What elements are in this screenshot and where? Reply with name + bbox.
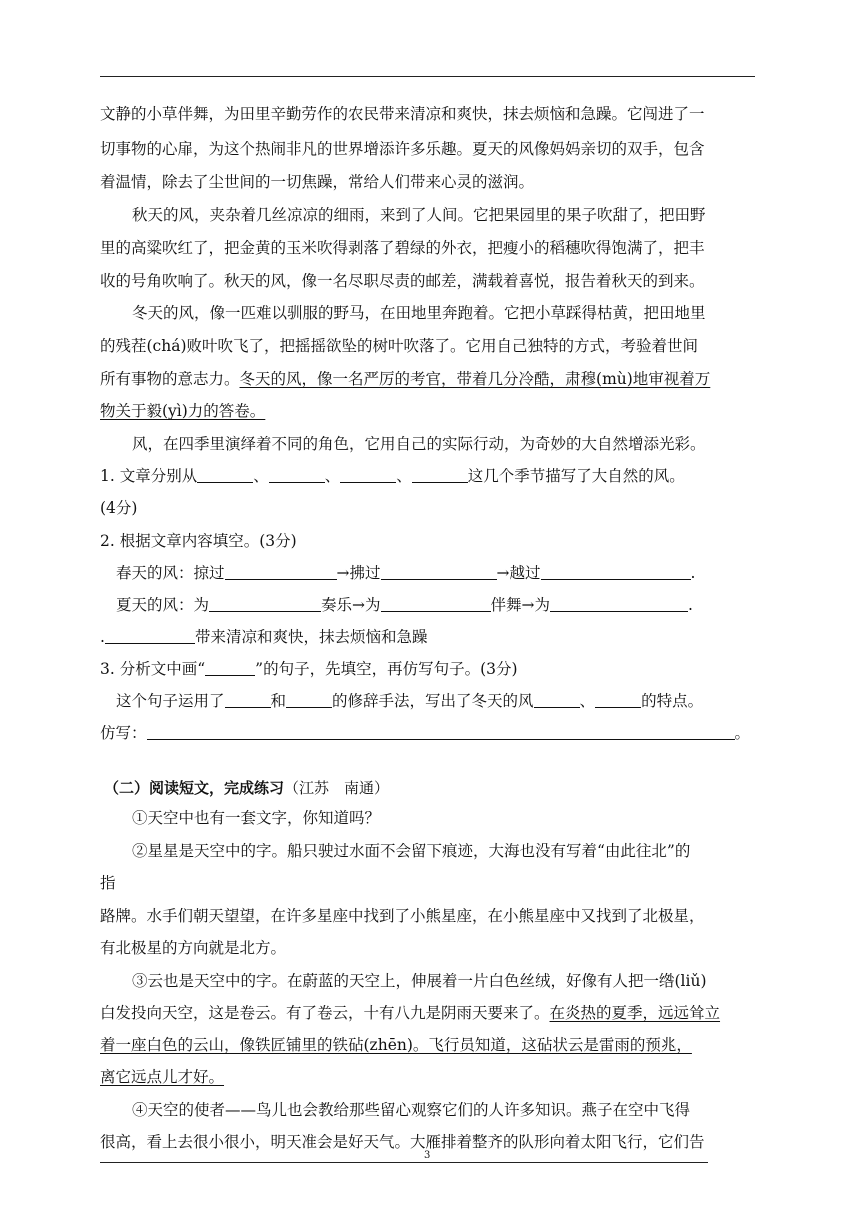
spring-fill-line — [116, 563, 695, 583]
separator: 、 — [253, 467, 269, 485]
text-line — [100, 1003, 720, 1023]
answer-blank[interactable] — [412, 467, 468, 483]
question-2-title: 2. 根据文章内容填空。(3分) — [100, 532, 297, 550]
summer-fill-line — [116, 595, 693, 615]
answer-blank[interactable] — [381, 596, 491, 612]
text-line: 的残茬(chá)败叶吹飞了，把摇摇欲坠的树叶吹落了。它用自己独特的方式，考验着世间 — [100, 337, 699, 355]
text-line: ④天空的使者——鸟儿也会教给那些留心观察它们的人许多知识。燕子在空中飞得 — [132, 1101, 691, 1119]
label: 的特点。 — [641, 692, 704, 710]
text-line: 着温情，除去了尘世间的一切焦躁，常给人们带来心灵的滋润。 — [100, 173, 535, 191]
underlined-sentence: 物关于毅(yì)力的答卷。 — [100, 402, 266, 420]
answer-blank[interactable] — [225, 564, 337, 580]
label: 。 — [734, 724, 751, 742]
label: ”的句子，先填空，再仿写句子。(3分) — [255, 660, 518, 678]
text-line: 冬天的风，像一匹难以驯服的野马，在田地里奔跑着。它把小草踩得枯黄，把田地里 — [132, 304, 706, 322]
text-line — [100, 369, 710, 389]
label: 这个句子运用了 — [116, 692, 225, 710]
page-number: 3 — [424, 1150, 431, 1161]
label: 伴舞→为 — [490, 596, 551, 614]
label: 仿写： — [100, 724, 147, 742]
text-line: 收的号角吹响了。秋天的风，像一名尽职尽责的邮差，满载着喜悦，报告着秋天的到来。 — [100, 272, 705, 290]
section-title: （二）阅读短文，完成练习 — [104, 779, 285, 797]
section-source: （江苏 南通） — [284, 779, 390, 797]
label: →拂过 — [336, 564, 381, 582]
underlined-sentence: 着一座白色的云山，像铁匠铺里的铁砧(zhēn)。飞行员知道，这砧状云是雷雨的预兆， — [100, 1036, 692, 1054]
answer-blank[interactable] — [541, 564, 691, 580]
text-line: ③云也是天空中的字。在蔚蓝的天空上，伸展着一片白色丝绒，好像有人把一绺(liǔ) — [132, 972, 707, 990]
answer-blank[interactable] — [105, 628, 195, 644]
answer-blank[interactable] — [197, 467, 253, 483]
question-points: (4分) — [100, 499, 138, 517]
separator: 、 — [396, 467, 412, 485]
question-3-fill — [116, 691, 703, 711]
question-3-title — [100, 659, 518, 679]
text-line — [100, 401, 265, 421]
label: 3. 分析文中画“ — [100, 660, 206, 678]
answer-blank[interactable] — [269, 467, 325, 483]
answer-blank[interactable] — [381, 564, 497, 580]
answer-blank[interactable] — [534, 692, 580, 708]
text-line: ②星星是天空中的字。船只驶过水面不会留下痕迹，大海也没有写着“由此往北”的 — [132, 842, 691, 860]
label: 和 — [270, 692, 287, 710]
answer-blank[interactable] — [595, 692, 641, 708]
label: 带来清凉和爽快，抹去烦恼和急躁 — [194, 628, 428, 646]
text-line: 指 — [100, 874, 116, 892]
label: →越过 — [496, 564, 541, 582]
answer-blank[interactable] — [550, 596, 688, 612]
label: 的修辞手法，写出了冬天的风 — [332, 692, 534, 710]
label: 、 — [579, 692, 596, 710]
text-line: 风，在四季里演绎着不同的角色，它用自己的实际行动，为奇妙的大自然增添光彩。 — [132, 435, 706, 453]
text-line: 文静的小草伴舞，为田里辛勤劳作的农民带来清凉和爽快，抹去烦恼和急躁。它闯进了一 — [100, 105, 705, 123]
text-line: ①天空中也有一套文字，你知道吗？ — [132, 809, 381, 827]
text-line: 里的高粱吹红了，把金黄的玉米吹得剥落了碧绿的外衣，把瘦小的稻穗吹得饱满了，把丰 — [100, 239, 705, 257]
label: . — [688, 596, 693, 614]
underlined-sentence: 冬天的风，像一名严厉的考官，带着几分冷酷，肃穆(mù)地审视着万 — [239, 370, 711, 388]
section-heading — [104, 778, 389, 798]
summer-fill-continuation — [100, 627, 427, 647]
answer-blank[interactable] — [340, 467, 396, 483]
footer-rule — [100, 1162, 708, 1163]
text-line — [100, 1035, 692, 1055]
separator: 、 — [324, 467, 341, 485]
answer-blank[interactable] — [286, 692, 332, 708]
answer-blank[interactable] — [147, 724, 735, 740]
text-segment: 白发投向天空，这是卷云。有了卷云，十有八九是阴雨天要来了。 — [100, 1004, 550, 1022]
text-line: 切事物的心扉，为这个热闹非凡的世界增添许多乐趣。夏天的风像妈妈亲切的双手，包含 — [100, 140, 705, 158]
question-text: 1. 文章分别从 — [100, 467, 198, 485]
underline-mark — [205, 660, 255, 676]
question-1 — [100, 466, 685, 486]
imitation-writing-line — [100, 723, 750, 743]
label: . — [690, 564, 696, 582]
question-text: 这几个季节描写了大自然的风。 — [467, 467, 685, 485]
label: 奏乐→为 — [321, 596, 381, 614]
text-line: 路牌。水手们朝天望望，在许多星座中找到了小熊星座，在小熊星座中又找到了北极星， — [100, 907, 705, 925]
text-line — [100, 1067, 224, 1087]
text-line: 有北极星的方向就是北方。 — [100, 939, 287, 957]
text-segment: 所有事物的意志力。 — [100, 370, 240, 388]
underlined-sentence: 在炎热的夏季，远远耸立 — [549, 1004, 721, 1022]
underlined-sentence: 离它远点儿才好。 — [100, 1068, 225, 1086]
label: 春天的风：掠过 — [116, 564, 225, 582]
text-line: 很高，看上去很小很小，明天准会是好天气。大雁排着整齐的队形向着太阳飞行，它们告 — [100, 1133, 705, 1151]
label: 夏天的风：为 — [116, 596, 210, 614]
answer-blank[interactable] — [209, 596, 321, 612]
header-rule — [100, 76, 755, 77]
label: . — [100, 628, 105, 646]
answer-blank[interactable] — [225, 692, 271, 708]
text-line: 秋天的风，夹杂着几丝凉凉的细雨，来到了人间。它把果园里的果子吹甜了，把田野 — [132, 206, 706, 224]
